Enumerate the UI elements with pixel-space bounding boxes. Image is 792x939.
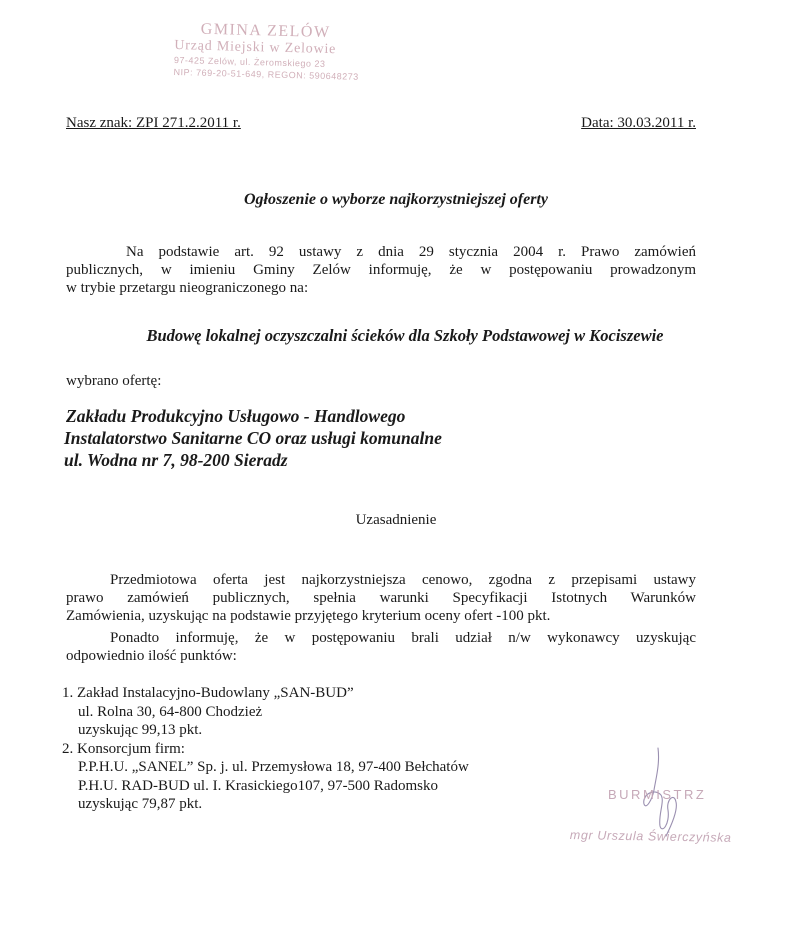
winner-address: ul. Wodna nr 7, 98-200 Sieradz [64, 450, 288, 470]
justification-line-3: Zamówienia, uzyskując na podstawie przyjętego kryterium oceny ofert -100 pkt. [66, 608, 551, 624]
other-bidders-line-1: Ponadto informuję, że w postępowaniu brali udział n/w wykonawcy uzyskując [110, 630, 696, 646]
chosen-offer-label: wybrano ofertę: [66, 373, 162, 389]
stamp-municipality: GMINA ZELÓW [200, 20, 331, 42]
mayor-name-stamp: mgr Urszula Świerczyńska [569, 828, 732, 845]
reference-number: Nasz znak: ZPI 271.2.2011 r. [66, 115, 241, 131]
justification-paragraph [66, 571, 696, 625]
winner-name-line-1: Zakładu Produkcyjno Usługowo - Handlowego [66, 406, 406, 426]
intro-line-1: Na podstawie art. 92 ustawy z dnia 29 stycznia 2004 r. Prawo zamówień [126, 244, 696, 260]
other-bidders-line-2: odpowiednio ilość punktów: [66, 648, 237, 664]
bidder-2-member-2: P.H.U. RAD-BUD ul. I. Krasickiego107, 97-500 Radomsko [78, 777, 438, 794]
bidders-list [62, 684, 469, 814]
office-stamp [173, 20, 384, 83]
justification-heading-text: Uzasadnienie [355, 512, 437, 528]
justification-line-1: Przedmiotowa oferta jest najkorzystniejsza cenowo, zgodna z przepisami ustawy [110, 572, 696, 588]
document-date: Data: 30.03.2011 r. [581, 115, 696, 131]
intro-paragraph [66, 243, 696, 297]
bidder-2-score: uzyskując 79,87 pkt. [78, 796, 203, 812]
tender-subject-text: Budowę lokalnej oczyszczalni ścieków dla Szkoły Podstawowej w Kociszewie [146, 326, 664, 345]
intro-line-3: w trybie przetargu nieograniczonego na: [66, 280, 309, 296]
bidder-2-member-1: P.P.H.U. „SANEL” Sp. j. ul. Przemysłowa 18, 97-400 Bełchatów [78, 759, 469, 775]
stamp-address: 97-425 Zelów, ul. Żeromskiego 23 [173, 54, 326, 69]
winner-name-line-2: Instalatorstwo Sanitarne CO oraz usługi komunalne [64, 428, 442, 448]
stamp-tax-ids: NIP: 769-20-51-649, REGON: 590648273 [173, 66, 359, 82]
justification-heading [0, 511, 792, 529]
tender-subject [0, 326, 792, 346]
bidder-2-name: 2. Konsorcjum firm: [62, 740, 185, 757]
justification-line-2: prawo zamówień publicznych, spełnia warunki Specyfikacji Istotnych Warunków [66, 590, 696, 606]
mayor-title-stamp: BURMISTRZ [608, 787, 707, 802]
bidder-1-name: 1. Zakład Instalacyjno-Budowlany „SAN-BUD” [62, 685, 354, 701]
bidder-1-score: uzyskując 99,13 pkt. [78, 722, 203, 738]
document-title-text: Ogłoszenie o wyborze najkorzystniejszej oferty [244, 191, 548, 208]
document-title [0, 190, 792, 210]
intro-line-2: publicznych, w imieniu Gminy Zelów informuję, że w postępowaniu prowadzonym [66, 262, 696, 278]
bidder-1-address: ul. Rolna 30, 64-800 Chodzież [78, 703, 263, 720]
winning-company [64, 405, 442, 471]
stamp-office: Urząd Miejski w Zelowie [174, 37, 337, 58]
other-bidders-paragraph [66, 629, 696, 665]
